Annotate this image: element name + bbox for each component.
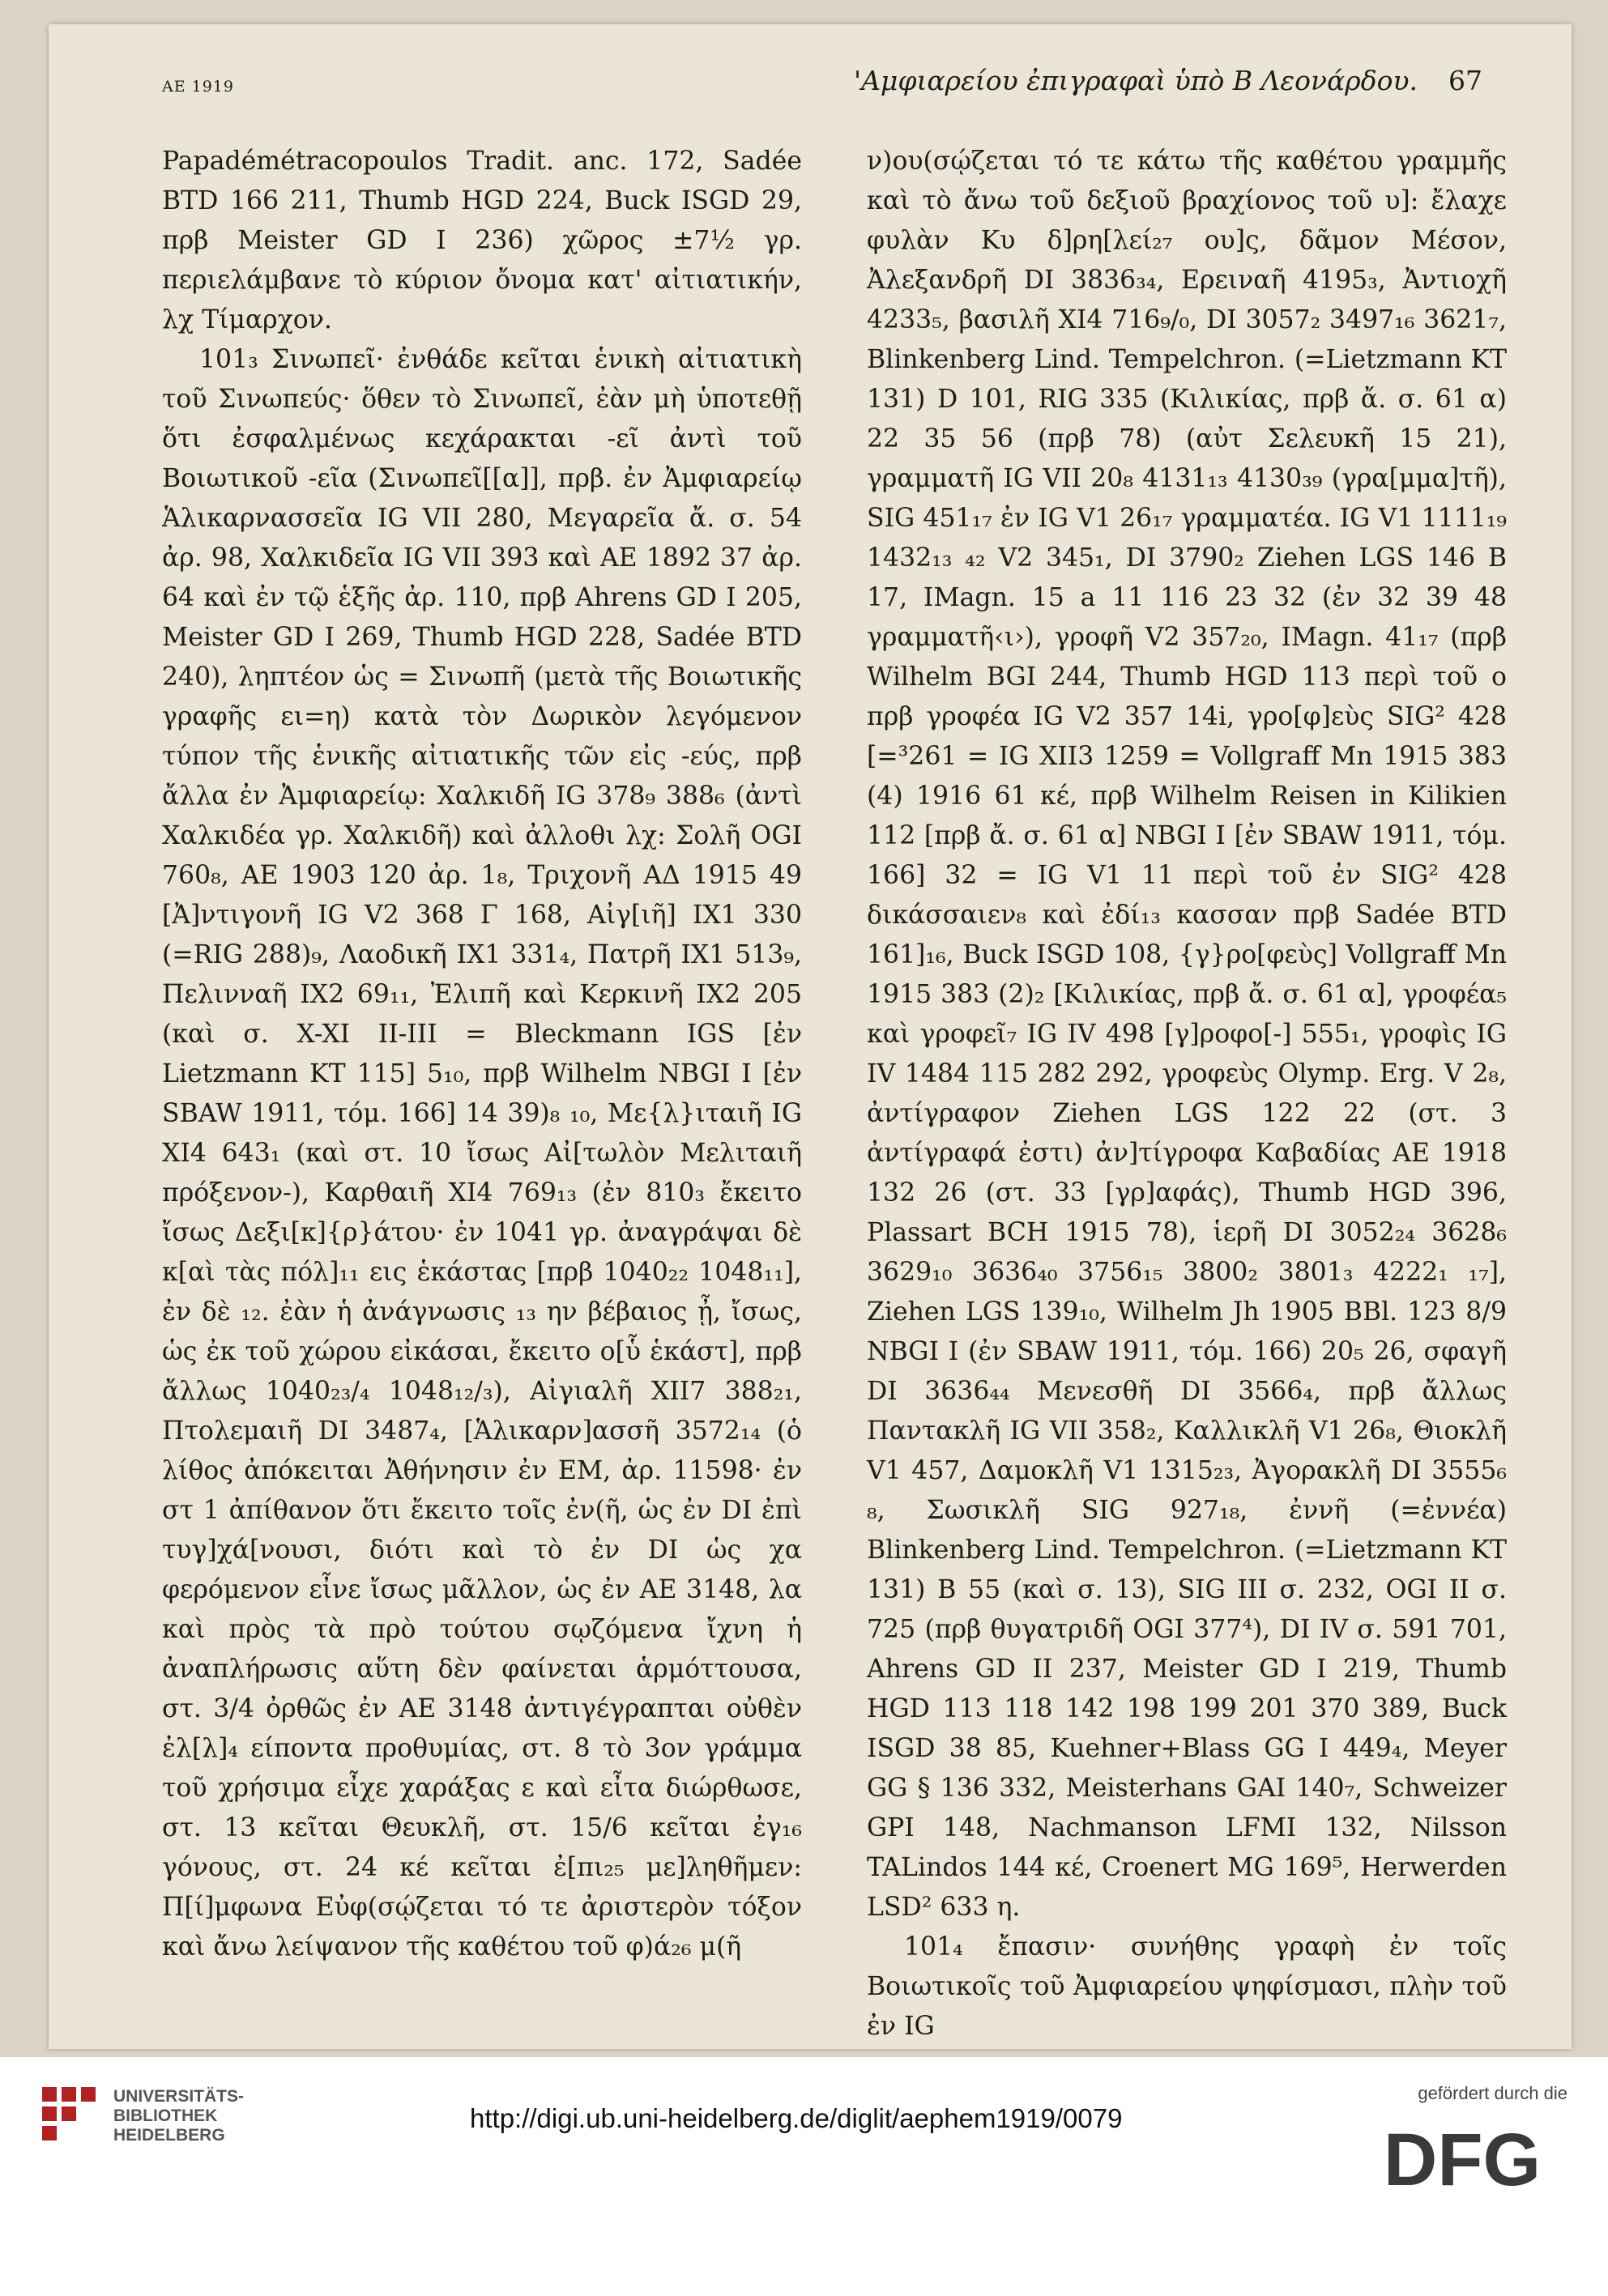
paragraph: 101₄ ἔπασιν· συνήθης γραφὴ ἐν τοῖς Βοιωτικοῖς τοῦ Ἀμφιαρείου ψηφίσμασι, πλὴν τοῦ ἐν IG bbox=[867, 1932, 1507, 2041]
source-url-link[interactable]: http://digi.ub.uni-heidelberg.de/diglit/aephem1919/0079 bbox=[470, 2103, 1123, 2133]
paragraph: Papadémétracopoulos Tradit. anc. 172, Sadée BTD 166 211, Thumb HGD 224, Buck ISGD 29, πρβ Meister GD I 236) χῶρος ±7½ γρ. περιελάμβανε τὸ κύριον ὄνομα κατ' αἰτιατικήν, λχ Τίμαρχον. bbox=[162, 147, 802, 334]
paragraph: 101₃ Σινωπεῖ· ἐνθάδε κεῖται ἑνικὴ αἰτιατικὴ τοῦ Σινωπεύς· ὅθεν τὸ Σινωπεῖ, ἐὰν μὴ ὑποτεθῇ ὅτι ἐσφαλμένως κεχάρακται -εῖ ἀντὶ τοῦ Βοιωτικοῦ -εῖα (Σινωπεῖ[[α]], πρβ. ἐν Ἀμφιαρείῳ Ἁλικαρνασσεῖα IG VII 280, Μεγαρεῖα ἄ. σ. 54 ἀρ. 98, Χαλκιδεῖα IG VII 393 καὶ ΑΕ 1892 37 ἀρ. 64 καὶ ἐν τῷ ἑξῆς ἀρ. 110, πρβ Ahrens GD I 205, Meister GD I 269, Thumb HGD 228, Sadée BTD 240), ληπτέον ὡς = Σινωπῆ (μετὰ τῆς Βοιωτικῆς γραφῆς ει=η) κατὰ τὸν Δωρικὸν λεγόμενον τύπον τῆς ἑνικῆς αἰτιατικῆς τῶν εἰς -εύς, πρβ ἄλλα ἐν Ἀμφιαρείῳ: Χαλκιδῆ IG 378₉ 388₆ (ἀντὶ Χαλκιδέα γρ. Χαλκιδῆ) καὶ ἀλλοθι λχ: Σολῆ OGI 760₈, ΑΕ 1903 120 ἀρ. 1₈, Τριχονῆ ΑΔ 1915 49 [Ἀ]ντιγονῆ IG V2 368 Γ 168, Αἰγ[ιῆ] IX1 330 (=RIG 288)₉, Λαοδικῆ IX1 331₄, Πατρῆ IX1 513₉, Πελινναῆ IX2 69₁₁, Ἐλιπῆ καὶ Κερκινῆ IX2 205 (καὶ σ. X-XI II-III = Bleckmann IGS [ἐν Lietzmann KT 115] 5₁₀, πρβ Wilhelm NBGI I [ἐν SBAW 1911, τόμ. 166] 14 39)₈ ₁₀, Με{λ}ιταιῆ IG XI4 643₁ (καὶ στ. 10 ἴσως Αἰ[τωλὸν Μελιταιῆ πρόξενον-), Καρθαιῆ XI4 769₁₃ (ἐν 810₃ ἔκειτο ἴσως Δεξι[κ]{ρ}άτου· ἐν 1041 γρ. ἀναγράψαι δὲ κ[αὶ τὰς πόλ]₁₁ εις ἑκάστας [πρβ 1040₂₂ 1048₁₁], ἐν δὲ ₁₂. ἐὰν ἡ ἀνάγνωσις ₁₃ ην βέβαιος ᾖ, ἴσως, ὡς ἐκ τοῦ χώρου εἰκάσαι, ἔκειτο ο[ὗ ἑκάστ], πρβ ἄλλως 1040₂₃/₄ 1048₁₂/₃), Αἰγιαλῆ XII7 388₂₁, Πτολεμαιῆ DI 3487₄, [Ἁλικαρν]ασσῆ 3572₁₄ (ὁ λίθος ἀπόκειται Ἀθήνησιν ἐν ΕΜ, ἀρ. 11598· ἐν στ 1 ἀπίθανον ὅτι ἔκειτο τοῖς ἐν(ῆ, ὡς ἐν DI ἐπὶ τυγ]χά[νουσι, διότι καὶ τὸ ἐν DI ὡς χα φερόμενον εἶνε ἴσως μᾶλλον, ὡς ἐν ΑΕ 3148, λα καὶ πρὸς τὰ πρὸ τούτου σῳζόμενα ἴχνη ἡ ἀναπλήρωσις αὕτη δὲν φαίνεται ἁρμόττουσα, στ. 3/4 ὀρθῶς ἐν ΑΕ 3148 ἀντιγέγραπται οὐθὲν ἐλ[λ]₄ είποντα προθυμίας, στ. 8 τὸ 3ον γράμμα τοῦ χρήσιμα εἶχε χαράξας ε καὶ εἶτα διώρθωσε, στ. 13 κεῖται Θευκλῆ, στ. 15/6 κεῖται ἐγ₁₆ γόνους, στ. 24 κέ κεῖται ἐ[πι₂₅ με]ληθῆμεν: Π[ί]μφωνα Εὐφ(σῴζεται τό τε ἀριστερὸν τόξον καὶ ἄνω λείψανον τῆς καθέτου τοῦ φ)ά₂₆ μ(ῆ bbox=[162, 345, 802, 1962]
page-number: 67 bbox=[1448, 65, 1482, 96]
right-column bbox=[867, 142, 1507, 2047]
running-head bbox=[162, 62, 1482, 110]
university-library-logo-icon bbox=[41, 2085, 97, 2142]
article-title: 'Αμφιαρείου ἐπιγραφαὶ ὑπὸ Β Λεονάρδου. bbox=[854, 65, 1418, 96]
paragraph: ν)ου(σῴζεται τό τε κάτω τῆς καθέτου γραμμῆς καὶ τὸ ἄνω τοῦ δεξιοῦ βραχίονος τοῦ υ]: ἔλαχε φυλὰν Κυ δ]ρη[λεί₂₇ ου]ς, δᾶμον Μέσον, Ἀλεξανδρῆ DI 3836₃₄, Ερειναῆ 4195₃, Ἀντιοχῆ 4233₅, βασιλῆ XI4 716₉/₀, DI 3057₂ 3497₁₆ 3621₇, Blinkenberg Lind. Tempelchron. (=Lietzmann KT 131) D 101, RIG 335 (Κιλικίας, πρβ ἄ. σ. 61 α) 22 35 56 (πρβ 78) (αὐτ Σελευκῆ 15 21), γραμματῆ IG VII 20₈ 4131₁₃ 4130₃₉ (γρα[μμα]τῆ), SIG 451₁₇ ἐν IG V1 26₁₇ γραμματέα. IG V1 1111₁₉ 1432₁₃ ₄₂ V2 345₁, DI 3790₂ Ziehen LGS 146 B 17, IMagn. 15 a 11 116 23 32 (ἐν 32 39 48 γραμματῆ‹ι›), γροφῆ V2 357₂₀, IMagn. 41₁₇ (πρβ Wilhelm BGI 244, Thumb HGD 113 περὶ τοῦ ο πρβ γροφέα IG V2 357 14i, γρο[φ]εὺς SIG² 428 [=³261 = IG XII3 1259 = Vollgraff Mn 1915 383 (4) 1916 61 κέ, πρβ Wilhelm Reisen in Kilikien 112 [πρβ ἄ. σ. 61 α] NBGI I [ἐν SBAW 1911, τόμ. 166] 32 = IG V1 11 περὶ τοῦ ἐν SIG² 428 δικάσσαιεν₈ καὶ ἐδί₁₃ κασσαν πρβ Sadée BTD 161]₁₆, Buck ISGD 108, {γ}ρο[φεὺς] Vollgraff Mn 1915 383 (2)₂ [Κιλικίας, πρβ ἄ. σ. 61 α], γροφέα₅ καὶ γροφεῖ₇ IG IV 498 [γ]ροφο[-] 555₁, γροφὶς IG IV 1484 115 282 292, γροφεὺς Olymp. Erg. V 2₈, ἀντίγραφον Ziehen LGS 122 22 (στ. 3 ἀντίγραφά ἐστι) ἀν]τίγροφα Καβαδίας ΑΕ 1918 132 26 (στ. 33 [γρ]αφάς), Thumb HGD 396, Plassart BCH 1915 78), ἱερῆ DI 3052₂₄ 3628₆ 3629₁₀ 3636₄₀ 3756₁₅ 3800₂ 3801₃ 4222₁ ₁₇], Ziehen LGS 139₁₀, Wilhelm Jh 1905 BBl. 123 8/9 NBGI I (ἐν SBAW 1911, τόμ. 166) 20₅ 26, σφαγῆ DI 3636₄₄ Μενεσθῆ DI 3566₄, πρβ ἄλλως Παντακλῆ IG VII 358₂, Καλλικλῆ V1 26₈, Θιοκλῆ V1 457, Δαμοκλῆ V1 1315₂₃, Ἀγορακλῆ DI 3555₆ ₈, Σωσικλῆ SIG 927₁₈, ἐννῆ (=ἐννέα) Blinkenberg Lind. Tempelchron. (=Lietzmann KT 131) B 55 (καὶ σ. 13), SIG III σ. 232, OGI II σ. 725 (πρβ θυγατριδῆ OGI 377⁴), DI IV σ. 591 701, Ahrens GD II 237, Meister GD I 219, Thumb HGD 113 118 142 198 199 201 370 389, Buck ISGD 38 85, Kuehner+Blass GG I 449₄, Meyer GG § 136 332, Meisterhans GAI 140₇, Schweizer GPI 148, Nachmanson LFMI 132, Nilsson TALindos 144 κέ, Croenert MG 169⁵, Herwerden LSD² 633 η. bbox=[867, 147, 1507, 1922]
funding-note: gefördert durch die bbox=[1418, 2083, 1567, 2103]
left-column bbox=[162, 142, 802, 1967]
dfg-logo-icon bbox=[1369, 2122, 1555, 2195]
journal-volume: ΑΕ 1919 bbox=[162, 78, 234, 96]
library-name: UNIVERSITÄTS- BIBLIOTHEK HEIDELBERG bbox=[113, 2087, 245, 2145]
dfg-logo-text: DFG bbox=[1383, 2122, 1542, 2195]
